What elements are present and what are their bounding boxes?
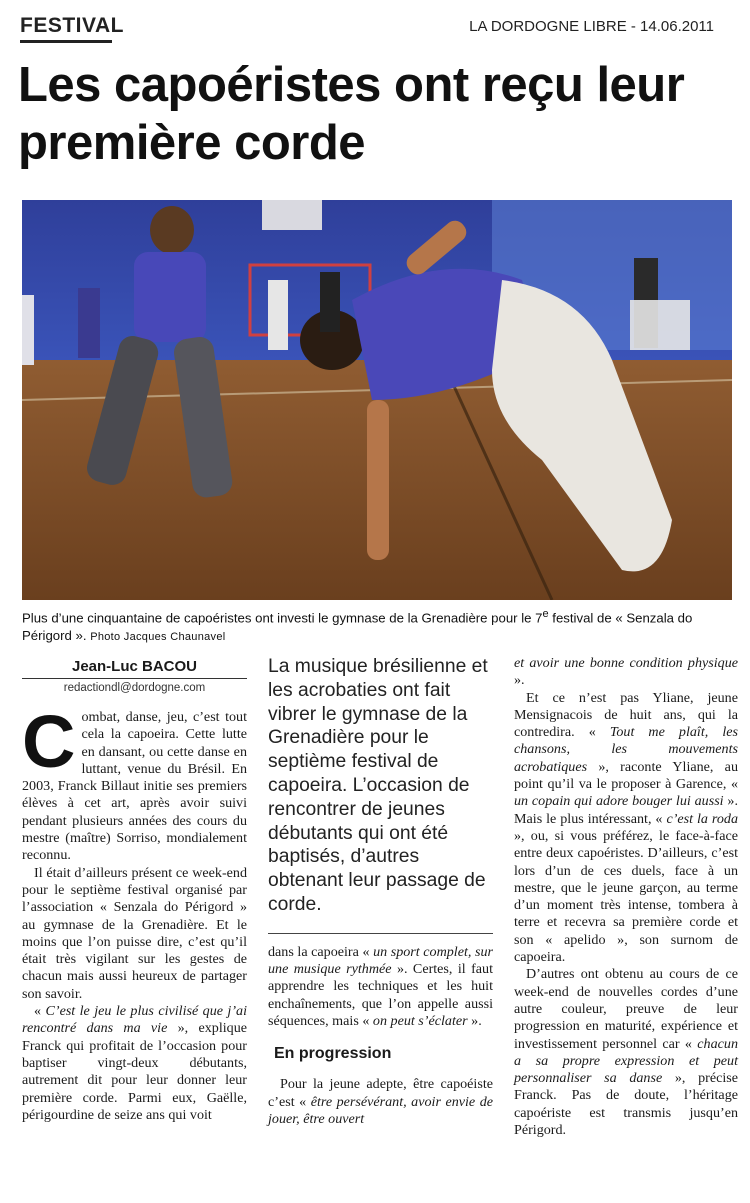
paragraph-quote-franck-rest: », explique Franck qui profitait de l’occasion pour baptiser vingt-deux débutants, autrement dit pour leur donner leur première corde. Parmi eux, Gaëlle, périgourdine de seize ans qui voit [22, 1020, 247, 1123]
text-fragment: D’autres ont obtenu au cours de ce week-end de nouvelles cordes d’une autre couleur, preuve de leur progression en maturité, expérience et investissement personnel car « [514, 966, 738, 1052]
author-email: redactiondl@dordogne.com [63, 682, 206, 694]
text-fragment: », ou, si vous préférez, le face-à-face entre deux capoéristes. D’ailleurs, c’est lors d’un de ces duels, face à un mestre, que le jeune garçon, au terme d’un moment très intense, tombera à terre et recevra sa première corde et son « apelido », son surnom de capoeira. [514, 827, 738, 966]
text-fragment: », précise Franck. Pas de doute, l’héritage capoériste est transmis jusqu’en Périgord. [514, 1070, 738, 1139]
text-fragment: Pour la jeune adepte, être capoéiste c’est « [268, 1076, 493, 1110]
quote-copain: un copain qui adore bouger lui aussi [514, 793, 724, 810]
quote-expression: chacun a sa propre expression et peut personnaliser sa danse [514, 1035, 738, 1087]
paragraph-intro-text: ombat, danse, jeu, c’est tout cela la capoeira. Cette lutte en dansant, ou cette danse en luttant, venue du Brésil. En 2003, Franck Billaut initie ses premiers élèves à cet art, après avoir suivi pendant plusieurs années des cours du mestre (maître) Sorriso, mondialement reconnu. [22, 709, 247, 864]
text-fragment: ». Mais le plus intéressant, « [514, 793, 738, 827]
article-lead: La musique brésilienne et les acrobaties ont fait vibrer le gymnase de la Grenadière pour le septième festival de capoeira. L’occasion de rencontrer de jeunes débutants qui ont été baptisés, d’autres obtenant leur passage de corde. [268, 656, 488, 915]
drop-cap: C [22, 700, 76, 783]
rubric-underline [20, 40, 112, 43]
photo-caption [22, 605, 732, 646]
publication-source-date: LA DORDOGNE LIBRE - 14.06.2011 [469, 18, 714, 35]
quote-perseverant: être persévérant, avoir envie de jouer, être ouvert [268, 1093, 494, 1127]
text-fragment: », raconte Yliane, au point qu’il va le proposer à Garence, « [514, 758, 738, 793]
text-fragment: ». [514, 672, 525, 689]
subheading-progression: En progression [274, 1045, 392, 1063]
caption-text: Plus d’une cinquantaine de capoéristes ont investi le gymnase de la Grenadière pour le 7 [22, 610, 543, 626]
photo-capoeira-gymnasium-icon [22, 200, 732, 600]
quote-eclater: on peut s’éclater [372, 1012, 468, 1029]
quote-yliane: Tout me plaît, les chansons, les mouvements acrobatiques [514, 724, 738, 775]
paragraph-intro [22, 700, 247, 865]
paragraph-cordes [514, 966, 738, 1139]
article-headline: Les capoéristes ont reçu leur première corde [18, 58, 685, 170]
paragraph-quote-franck [22, 1003, 247, 1124]
paragraph-condition [514, 655, 738, 690]
quote-roda: c’est la roda [666, 810, 739, 827]
quote-sport-complet: un sport complet, sur une musique rythmée [268, 943, 493, 978]
text-fragment: ». [467, 1012, 482, 1029]
author-byline: Jean-Luc BACOU [71, 658, 198, 675]
byline-divider [22, 678, 247, 679]
photo-credit: Photo Jacques Chaunavel [90, 631, 226, 644]
lead-divider [268, 933, 493, 934]
article-column-1 [22, 655, 247, 1124]
quote-franck: C’est le jeu le plus civilisé que j’ai rencontré dans ma vie [22, 1003, 247, 1037]
paragraph-sport [268, 944, 493, 1030]
paragraph-yliane [514, 690, 738, 967]
text-fragment: Et ce n’est pas Yliane, jeune Mensignacois de huit ans, qui la contredira. « [514, 689, 738, 741]
article-photo [22, 200, 732, 600]
caption-text-continued: festival de « Senzala do Périgord ». [22, 610, 693, 644]
quote-condition-physique: et avoir une bonne condition physique [514, 655, 738, 671]
article-column-2 [268, 655, 493, 1128]
paragraph-festival: Il était d’ailleurs présent ce week-end pour le septième festival organisé par l’association « Senzala do Périgord » au gymnase de la Grenadière. Et le moins que l’on puisse dire, c’est qu’il était très vigilant sur les gestes de chacun mais aussi heureux de partager son savoir. [22, 864, 247, 1002]
text-fragment: dans la capoeira « [268, 943, 374, 960]
rubric-label: FESTIVAL [20, 14, 124, 37]
quote-open: « [34, 1003, 46, 1020]
text-fragment: ». Certes, il faut apprendre les techniques et les huit enchaînements, que l’on appelle aussi séquences, mais « [268, 961, 493, 1029]
article-column-3 [514, 655, 738, 1139]
caption-superscript: e [542, 608, 549, 620]
paragraph-adepte [268, 1076, 493, 1128]
